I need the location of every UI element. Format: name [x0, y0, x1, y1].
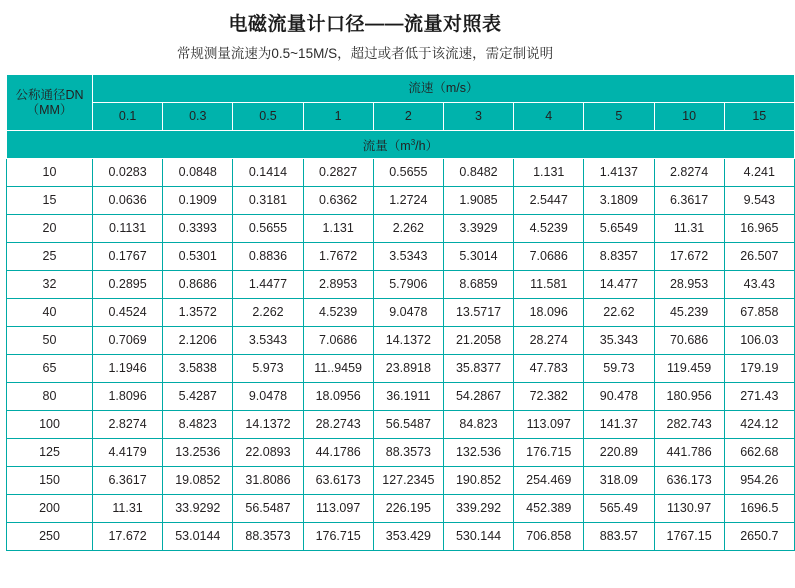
cell-value: 8.4823	[163, 411, 233, 439]
cell-value: 88.3573	[233, 523, 303, 551]
header-speed-8: 10	[654, 103, 724, 131]
cell-value: 28.274	[514, 327, 584, 355]
cell-value: 220.89	[584, 439, 654, 467]
cell-value: 113.097	[303, 495, 373, 523]
table-row	[7, 271, 795, 299]
page-title: 电磁流量计口径——流量对照表	[228, 14, 502, 35]
header-speed-7: 5	[584, 103, 654, 131]
cell-value: 179.19	[724, 355, 794, 383]
header-speed-4: 2	[373, 103, 443, 131]
cell-dn: 25	[7, 243, 93, 271]
cell-value: 72.382	[514, 383, 584, 411]
cell-value: 5.6549	[584, 215, 654, 243]
cell-value: 6.3617	[654, 187, 724, 215]
cell-value: 0.3393	[163, 215, 233, 243]
cell-dn: 125	[7, 439, 93, 467]
cell-value: 36.1911	[373, 383, 443, 411]
cell-dn: 200	[7, 495, 93, 523]
cell-dn: 250	[7, 523, 93, 551]
header-speed-3: 1	[303, 103, 373, 131]
cell-dn: 15	[7, 187, 93, 215]
cell-value: 16.965	[724, 215, 794, 243]
cell-value: 14.1372	[233, 411, 303, 439]
cell-value: 13.2536	[163, 439, 233, 467]
table-row	[7, 159, 795, 187]
cell-value: 127.2345	[373, 467, 443, 495]
cell-value: 0.8482	[443, 159, 513, 187]
table-body	[7, 159, 795, 551]
header-speed-1: 0.3	[163, 103, 233, 131]
cell-value: 2.1206	[163, 327, 233, 355]
cell-value: 7.0686	[514, 243, 584, 271]
cell-value: 6.3617	[93, 467, 163, 495]
cell-dn: 80	[7, 383, 93, 411]
cell-value: 954.26	[724, 467, 794, 495]
cell-value: 2.8953	[303, 271, 373, 299]
header-flow-post: /h）	[415, 139, 439, 154]
cell-value: 70.686	[654, 327, 724, 355]
cell-value: 1.3572	[163, 299, 233, 327]
cell-value: 113.097	[514, 411, 584, 439]
header-dn-line1: 公称通径DN	[15, 87, 84, 102]
cell-dn: 150	[7, 467, 93, 495]
cell-value: 1.8096	[93, 383, 163, 411]
cell-dn: 10	[7, 159, 93, 187]
cell-dn: 32	[7, 271, 93, 299]
table-row	[7, 411, 795, 439]
cell-value: 2.8274	[654, 159, 724, 187]
cell-value: 7.0686	[303, 327, 373, 355]
cell-value: 0.3181	[233, 187, 303, 215]
cell-value: 452.389	[514, 495, 584, 523]
header-flow-sup: 3	[410, 137, 416, 147]
cell-value: 1.1946	[93, 355, 163, 383]
cell-value: 11.31	[93, 495, 163, 523]
cell-value: 31.8086	[233, 467, 303, 495]
header-dn	[7, 75, 93, 131]
header-speed: 流速（m/s）	[93, 75, 795, 103]
cell-value: 53.0144	[163, 523, 233, 551]
cell-value: 0.1767	[93, 243, 163, 271]
table-row	[7, 215, 795, 243]
cell-value: 176.715	[514, 439, 584, 467]
cell-value: 254.469	[514, 467, 584, 495]
cell-value: 5.7906	[373, 271, 443, 299]
cell-value: 43.43	[724, 271, 794, 299]
cell-value: 0.7069	[93, 327, 163, 355]
cell-value: 28.2743	[303, 411, 373, 439]
cell-value: 18.096	[514, 299, 584, 327]
table-row	[7, 439, 795, 467]
cell-dn: 65	[7, 355, 93, 383]
header-speed-5: 3	[443, 103, 513, 131]
header-speed-2: 0.5	[233, 103, 303, 131]
cell-value: 3.3929	[443, 215, 513, 243]
cell-value: 353.429	[373, 523, 443, 551]
cell-value: 59.73	[584, 355, 654, 383]
cell-value: 90.478	[584, 383, 654, 411]
cell-value: 14.477	[584, 271, 654, 299]
cell-value: 441.786	[654, 439, 724, 467]
cell-value: 35.343	[584, 327, 654, 355]
cell-value: 271.43	[724, 383, 794, 411]
cell-value: 17.672	[93, 523, 163, 551]
cell-value: 1696.5	[724, 495, 794, 523]
cell-value: 26.507	[724, 243, 794, 271]
header-flow-pre: 流量（m	[362, 139, 411, 154]
cell-value: 63.6173	[303, 467, 373, 495]
table-row	[7, 327, 795, 355]
cell-value: 0.5655	[373, 159, 443, 187]
table-row	[7, 495, 795, 523]
cell-value: 45.239	[654, 299, 724, 327]
table-row	[7, 299, 795, 327]
header-row-speeds	[7, 103, 795, 131]
cell-value: 14.1372	[373, 327, 443, 355]
header-row-flow	[7, 131, 795, 159]
cell-value: 47.783	[514, 355, 584, 383]
cell-value: 28.953	[654, 271, 724, 299]
cell-value: 0.0283	[93, 159, 163, 187]
cell-value: 4.5239	[303, 299, 373, 327]
cell-value: 2650.7	[724, 523, 794, 551]
cell-value: 0.2895	[93, 271, 163, 299]
cell-value: 0.1414	[233, 159, 303, 187]
cell-value: 21.2058	[443, 327, 513, 355]
cell-value: 23.8918	[373, 355, 443, 383]
cell-value: 67.858	[724, 299, 794, 327]
cell-value: 132.536	[443, 439, 513, 467]
cell-value: 106.03	[724, 327, 794, 355]
cell-value: 318.09	[584, 467, 654, 495]
cell-value: 4.241	[724, 159, 794, 187]
cell-value: 3.5343	[373, 243, 443, 271]
cell-value: 1767.15	[654, 523, 724, 551]
cell-dn: 50	[7, 327, 93, 355]
cell-value: 11..9459	[303, 355, 373, 383]
header-dn-line2: （MM）	[26, 102, 73, 117]
cell-value: 5.4287	[163, 383, 233, 411]
cell-value: 2.262	[233, 299, 303, 327]
cell-value: 4.5239	[514, 215, 584, 243]
cell-value: 1.131	[514, 159, 584, 187]
cell-value: 190.852	[443, 467, 513, 495]
cell-value: 706.858	[514, 523, 584, 551]
cell-value: 56.5487	[373, 411, 443, 439]
cell-value: 1130.97	[654, 495, 724, 523]
cell-value: 176.715	[303, 523, 373, 551]
cell-value: 88.3573	[373, 439, 443, 467]
cell-value: 1.4137	[584, 159, 654, 187]
table-row	[7, 355, 795, 383]
header-speed-9: 15	[724, 103, 794, 131]
cell-value: 84.823	[443, 411, 513, 439]
cell-value: 0.8836	[233, 243, 303, 271]
cell-value: 0.1909	[163, 187, 233, 215]
cell-value: 5.3014	[443, 243, 513, 271]
cell-value: 0.5301	[163, 243, 233, 271]
cell-value: 22.62	[584, 299, 654, 327]
cell-value: 0.6362	[303, 187, 373, 215]
cell-value: 0.2827	[303, 159, 373, 187]
cell-value: 54.2867	[443, 383, 513, 411]
cell-value: 1.131	[303, 215, 373, 243]
cell-value: 8.6859	[443, 271, 513, 299]
cell-value: 530.144	[443, 523, 513, 551]
cell-value: 883.57	[584, 523, 654, 551]
cell-value: 282.743	[654, 411, 724, 439]
flow-comparison-table	[6, 74, 795, 551]
table-row	[7, 243, 795, 271]
cell-value: 17.672	[654, 243, 724, 271]
page-subtitle: 常规测量流速为0.5~15M/S，超过或者低于该流速，需定制说明	[176, 46, 554, 61]
cell-value: 0.8686	[163, 271, 233, 299]
cell-value: 3.5343	[233, 327, 303, 355]
cell-value: 1.4477	[233, 271, 303, 299]
cell-value: 44.1786	[303, 439, 373, 467]
cell-value: 2.262	[373, 215, 443, 243]
cell-value: 18.0956	[303, 383, 373, 411]
cell-value: 22.0893	[233, 439, 303, 467]
cell-value: 1.7672	[303, 243, 373, 271]
cell-value: 1.9085	[443, 187, 513, 215]
table-row	[7, 467, 795, 495]
cell-value: 1.2724	[373, 187, 443, 215]
cell-value: 180.956	[654, 383, 724, 411]
cell-value: 424.12	[724, 411, 794, 439]
cell-value: 8.8357	[584, 243, 654, 271]
table-header	[7, 75, 795, 159]
cell-value: 0.0848	[163, 159, 233, 187]
cell-value: 3.1809	[584, 187, 654, 215]
cell-value: 9.0478	[233, 383, 303, 411]
cell-value: 11.581	[514, 271, 584, 299]
cell-value: 0.5655	[233, 215, 303, 243]
table-row	[7, 523, 795, 551]
cell-dn: 20	[7, 215, 93, 243]
cell-value: 2.5447	[514, 187, 584, 215]
table-row	[7, 187, 795, 215]
cell-value: 662.68	[724, 439, 794, 467]
header-speed-0: 0.1	[93, 103, 163, 131]
cell-value: 9.0478	[373, 299, 443, 327]
cell-value: 0.1131	[93, 215, 163, 243]
cell-value: 141.37	[584, 411, 654, 439]
cell-value: 2.8274	[93, 411, 163, 439]
header-row-top	[7, 75, 795, 103]
cell-value: 565.49	[584, 495, 654, 523]
cell-dn: 100	[7, 411, 93, 439]
cell-value: 339.292	[443, 495, 513, 523]
cell-value: 33.9292	[163, 495, 233, 523]
table-row	[7, 383, 795, 411]
header-flow	[7, 131, 795, 159]
cell-value: 0.4524	[93, 299, 163, 327]
header-speed-6: 4	[514, 103, 584, 131]
cell-value: 35.8377	[443, 355, 513, 383]
cell-value: 11.31	[654, 215, 724, 243]
cell-dn: 40	[7, 299, 93, 327]
cell-value: 4.4179	[93, 439, 163, 467]
cell-value: 119.459	[654, 355, 724, 383]
cell-value: 3.5838	[163, 355, 233, 383]
cell-value: 226.195	[373, 495, 443, 523]
cell-value: 9.543	[724, 187, 794, 215]
cell-value: 5.973	[233, 355, 303, 383]
cell-value: 636.173	[654, 467, 724, 495]
cell-value: 0.0636	[93, 187, 163, 215]
cell-value: 56.5487	[233, 495, 303, 523]
cell-value: 13.5717	[443, 299, 513, 327]
cell-value: 19.0852	[163, 467, 233, 495]
